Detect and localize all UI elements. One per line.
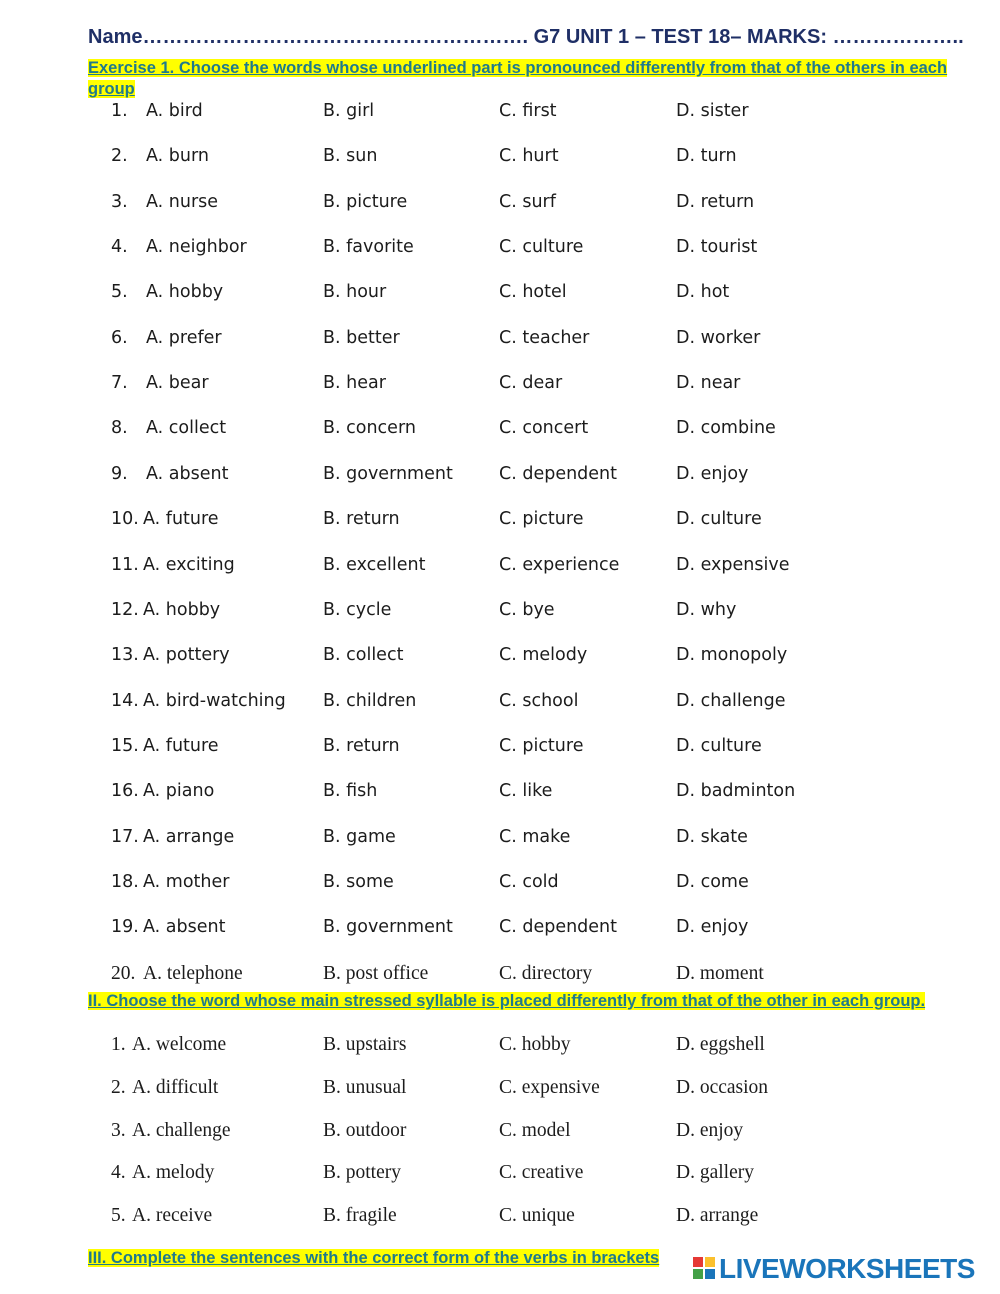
exercise-2-heading-text: II. Choose the word whose main stressed syllable is placed differently from that of the other in each group. xyxy=(88,992,926,1010)
question-number: 1. xyxy=(111,1034,126,1055)
option-a[interactable]: A. difficult xyxy=(132,1076,219,1098)
option-b[interactable]: B. children xyxy=(323,690,417,711)
question-row xyxy=(0,464,1000,494)
option-b[interactable]: B. game xyxy=(323,826,396,847)
option-a[interactable]: A. arrange xyxy=(143,826,235,847)
option-d[interactable]: D. enjoy xyxy=(676,917,749,938)
question-number: 13. xyxy=(111,645,139,666)
option-a[interactable]: A. absent xyxy=(146,463,229,484)
option-c[interactable]: C. teacher xyxy=(499,327,590,348)
question-row xyxy=(0,555,1000,585)
option-a[interactable]: A. bear xyxy=(146,373,209,394)
option-c[interactable]: C. experience xyxy=(499,554,620,575)
option-b[interactable]: B. post office xyxy=(323,962,429,984)
option-c[interactable]: C. picture xyxy=(499,509,584,530)
option-d[interactable]: D. worker xyxy=(676,327,761,348)
question-number: 16. xyxy=(111,781,139,802)
exercise-1-heading xyxy=(88,58,962,100)
question-row xyxy=(0,645,1000,675)
option-d[interactable]: D. near xyxy=(676,373,741,394)
option-a[interactable]: A. mother xyxy=(143,871,230,892)
question-number: 15. xyxy=(111,735,139,756)
option-d[interactable]: D. combine xyxy=(676,418,776,439)
option-b[interactable]: B. concern xyxy=(323,418,416,439)
question-number: 17. xyxy=(111,826,139,847)
option-a[interactable]: A. melody xyxy=(132,1162,215,1184)
liveworksheets-logo[interactable] xyxy=(693,1252,975,1286)
option-a[interactable]: A. hobby xyxy=(146,282,224,303)
option-c[interactable]: C. directory xyxy=(499,962,593,984)
option-b[interactable]: B. collect xyxy=(323,645,404,666)
option-d[interactable]: D. why xyxy=(676,599,737,620)
option-d[interactable]: D. gallery xyxy=(676,1162,754,1184)
question-row xyxy=(0,827,1000,857)
question-row xyxy=(0,1162,1000,1192)
question-number: 11. xyxy=(111,554,139,575)
option-b[interactable]: B. picture xyxy=(323,191,408,212)
question-number: 18. xyxy=(111,871,139,892)
exercise-2-heading xyxy=(88,991,962,1012)
question-row xyxy=(0,373,1000,403)
option-b[interactable]: B. return xyxy=(323,735,400,756)
option-b[interactable]: B. better xyxy=(323,327,400,348)
option-c[interactable]: C. hobby xyxy=(499,1034,571,1055)
question-number: 5. xyxy=(111,1205,126,1227)
option-b[interactable]: B. fragile xyxy=(323,1205,397,1227)
option-a[interactable]: A. challenge xyxy=(132,1119,231,1141)
option-a[interactable]: A. pottery xyxy=(143,645,230,666)
option-c[interactable]: C. hurt xyxy=(499,146,559,167)
question-number: 8. xyxy=(111,418,128,439)
option-c[interactable]: C. expensive xyxy=(499,1076,600,1098)
question-number: 3. xyxy=(111,1119,126,1141)
option-d[interactable]: D. monopoly xyxy=(676,645,788,666)
option-a[interactable]: A. nurse xyxy=(146,191,219,212)
option-c[interactable]: C. dear xyxy=(499,373,563,394)
question-number: 3. xyxy=(111,191,128,212)
option-b[interactable]: B. excellent xyxy=(323,554,426,575)
question-row xyxy=(0,917,1000,947)
question-row xyxy=(0,691,1000,721)
question-number: 6. xyxy=(111,327,128,348)
question-number: 4. xyxy=(111,1162,126,1184)
option-b[interactable]: B. hour xyxy=(323,282,387,303)
option-d[interactable]: D. enjoy xyxy=(676,1119,744,1141)
option-d[interactable]: D. hot xyxy=(676,282,730,303)
option-d[interactable]: D. tourist xyxy=(676,237,758,258)
option-b[interactable]: B. sun xyxy=(323,146,378,167)
option-a[interactable]: A. collect xyxy=(146,418,227,439)
option-c[interactable]: C. make xyxy=(499,826,571,847)
option-b[interactable]: B. unusual xyxy=(323,1076,407,1098)
option-d[interactable]: D. return xyxy=(676,191,755,212)
question-number: 9. xyxy=(111,463,128,484)
option-c[interactable]: C. school xyxy=(499,690,579,711)
option-c[interactable]: C. model xyxy=(499,1119,571,1141)
option-a[interactable]: A. bird-watching xyxy=(143,690,286,711)
option-a[interactable]: A. burn xyxy=(146,146,209,167)
option-c[interactable]: C. concert xyxy=(499,418,589,439)
option-c[interactable]: C. creative xyxy=(499,1162,584,1184)
option-c[interactable]: C. unique xyxy=(499,1205,575,1227)
question-row xyxy=(0,328,1000,358)
option-b[interactable]: B. government xyxy=(323,463,453,484)
question-number: 2. xyxy=(111,1076,126,1098)
question-row xyxy=(0,736,1000,766)
option-a[interactable]: A. welcome xyxy=(132,1034,227,1055)
option-d[interactable]: D. arrange xyxy=(676,1205,759,1227)
option-d[interactable]: D. culture xyxy=(676,509,762,530)
option-b[interactable]: B. girl xyxy=(323,101,375,121)
question-number: 19. xyxy=(111,917,139,938)
option-c[interactable]: C. first xyxy=(499,101,557,121)
option-c[interactable]: C. hotel xyxy=(499,282,567,303)
question-row xyxy=(0,192,1000,222)
liveworksheets-logo-text: LIVEWORKSHEETS xyxy=(719,1253,975,1284)
option-b[interactable]: B. pottery xyxy=(323,1162,401,1184)
exercise-1-heading-text: Exercise 1. Choose the words whose underlined part is pronounced differently from that of the others in each group xyxy=(88,59,948,98)
option-d[interactable]: D. culture xyxy=(676,735,762,756)
option-d[interactable]: D. sister xyxy=(676,101,749,121)
question-row xyxy=(0,1120,1000,1150)
option-b[interactable]: B. some xyxy=(323,871,394,892)
question-number: 12. xyxy=(111,599,139,620)
exercise-3-heading-text: III. Complete the sentences with the correct form of the verbs in brackets xyxy=(88,1249,660,1267)
option-b[interactable]: B. government xyxy=(323,917,453,938)
option-b[interactable]: B. return xyxy=(323,509,400,530)
question-number: 1. xyxy=(111,101,128,121)
option-a[interactable]: A. hobby xyxy=(143,599,221,620)
question-row xyxy=(0,237,1000,267)
option-c[interactable]: C. like xyxy=(499,781,553,802)
option-d[interactable]: D. expensive xyxy=(676,554,790,575)
option-d[interactable]: D. come xyxy=(676,871,749,892)
option-c[interactable]: C. melody xyxy=(499,645,588,666)
option-d[interactable]: D. occasion xyxy=(676,1076,769,1098)
option-d[interactable]: D. badminton xyxy=(676,781,796,802)
question-row xyxy=(0,872,1000,902)
option-c[interactable]: C. dependent xyxy=(499,917,618,938)
option-a[interactable]: A. absent xyxy=(143,917,226,938)
question-row xyxy=(0,509,1000,539)
option-a[interactable]: A. future xyxy=(143,509,219,530)
option-c[interactable]: C. surf xyxy=(499,191,556,212)
question-row xyxy=(0,1205,1000,1235)
option-a[interactable]: A. piano xyxy=(143,781,215,802)
question-row xyxy=(0,963,1000,993)
question-row xyxy=(0,418,1000,448)
option-d[interactable]: D. eggshell xyxy=(676,1034,765,1055)
option-a[interactable]: A. future xyxy=(143,735,219,756)
option-a[interactable]: A. neighbor xyxy=(146,237,247,258)
page-title: Name…………………………………………………. G7 UNIT 1 – TEST 18– MARKS: ……………….. xyxy=(88,26,964,48)
option-d[interactable]: D. challenge xyxy=(676,690,786,711)
option-c[interactable]: C. cold xyxy=(499,871,559,892)
question-number: 4. xyxy=(111,237,128,258)
question-row xyxy=(0,282,1000,312)
question-row xyxy=(0,1034,1000,1064)
option-c[interactable]: C. culture xyxy=(499,237,584,258)
option-a[interactable]: A. exciting xyxy=(143,554,235,575)
option-d[interactable]: D. skate xyxy=(676,826,748,847)
question-row xyxy=(0,1077,1000,1107)
option-c[interactable]: C. picture xyxy=(499,735,584,756)
option-b[interactable]: B. outdoor xyxy=(323,1119,407,1141)
question-number: 7. xyxy=(111,373,128,394)
option-a[interactable]: A. prefer xyxy=(146,327,222,348)
question-number: 20. xyxy=(111,962,136,984)
option-c[interactable]: C. dependent xyxy=(499,463,618,484)
option-d[interactable]: D. enjoy xyxy=(676,463,749,484)
question-row xyxy=(0,600,1000,630)
question-row xyxy=(0,101,1000,131)
option-d[interactable]: D. moment xyxy=(676,962,764,984)
option-c[interactable]: C. bye xyxy=(499,599,555,620)
question-number: 10. xyxy=(111,509,139,530)
option-d[interactable]: D. turn xyxy=(676,146,737,167)
option-b[interactable]: B. fish xyxy=(323,781,378,802)
option-b[interactable]: B. hear xyxy=(323,373,386,394)
option-a[interactable]: A. receive xyxy=(132,1205,213,1227)
option-a[interactable]: A. bird xyxy=(146,101,203,121)
question-row xyxy=(0,781,1000,811)
question-number: 2. xyxy=(111,146,128,167)
liveworksheets-logo-icon xyxy=(693,1257,717,1281)
option-b[interactable]: B. cycle xyxy=(323,599,392,620)
question-number: 5. xyxy=(111,282,128,303)
option-a[interactable]: A. telephone xyxy=(143,962,243,984)
option-b[interactable]: B. favorite xyxy=(323,237,414,258)
option-b[interactable]: B. upstairs xyxy=(323,1034,407,1055)
question-number: 14. xyxy=(111,690,139,711)
question-row xyxy=(0,146,1000,176)
